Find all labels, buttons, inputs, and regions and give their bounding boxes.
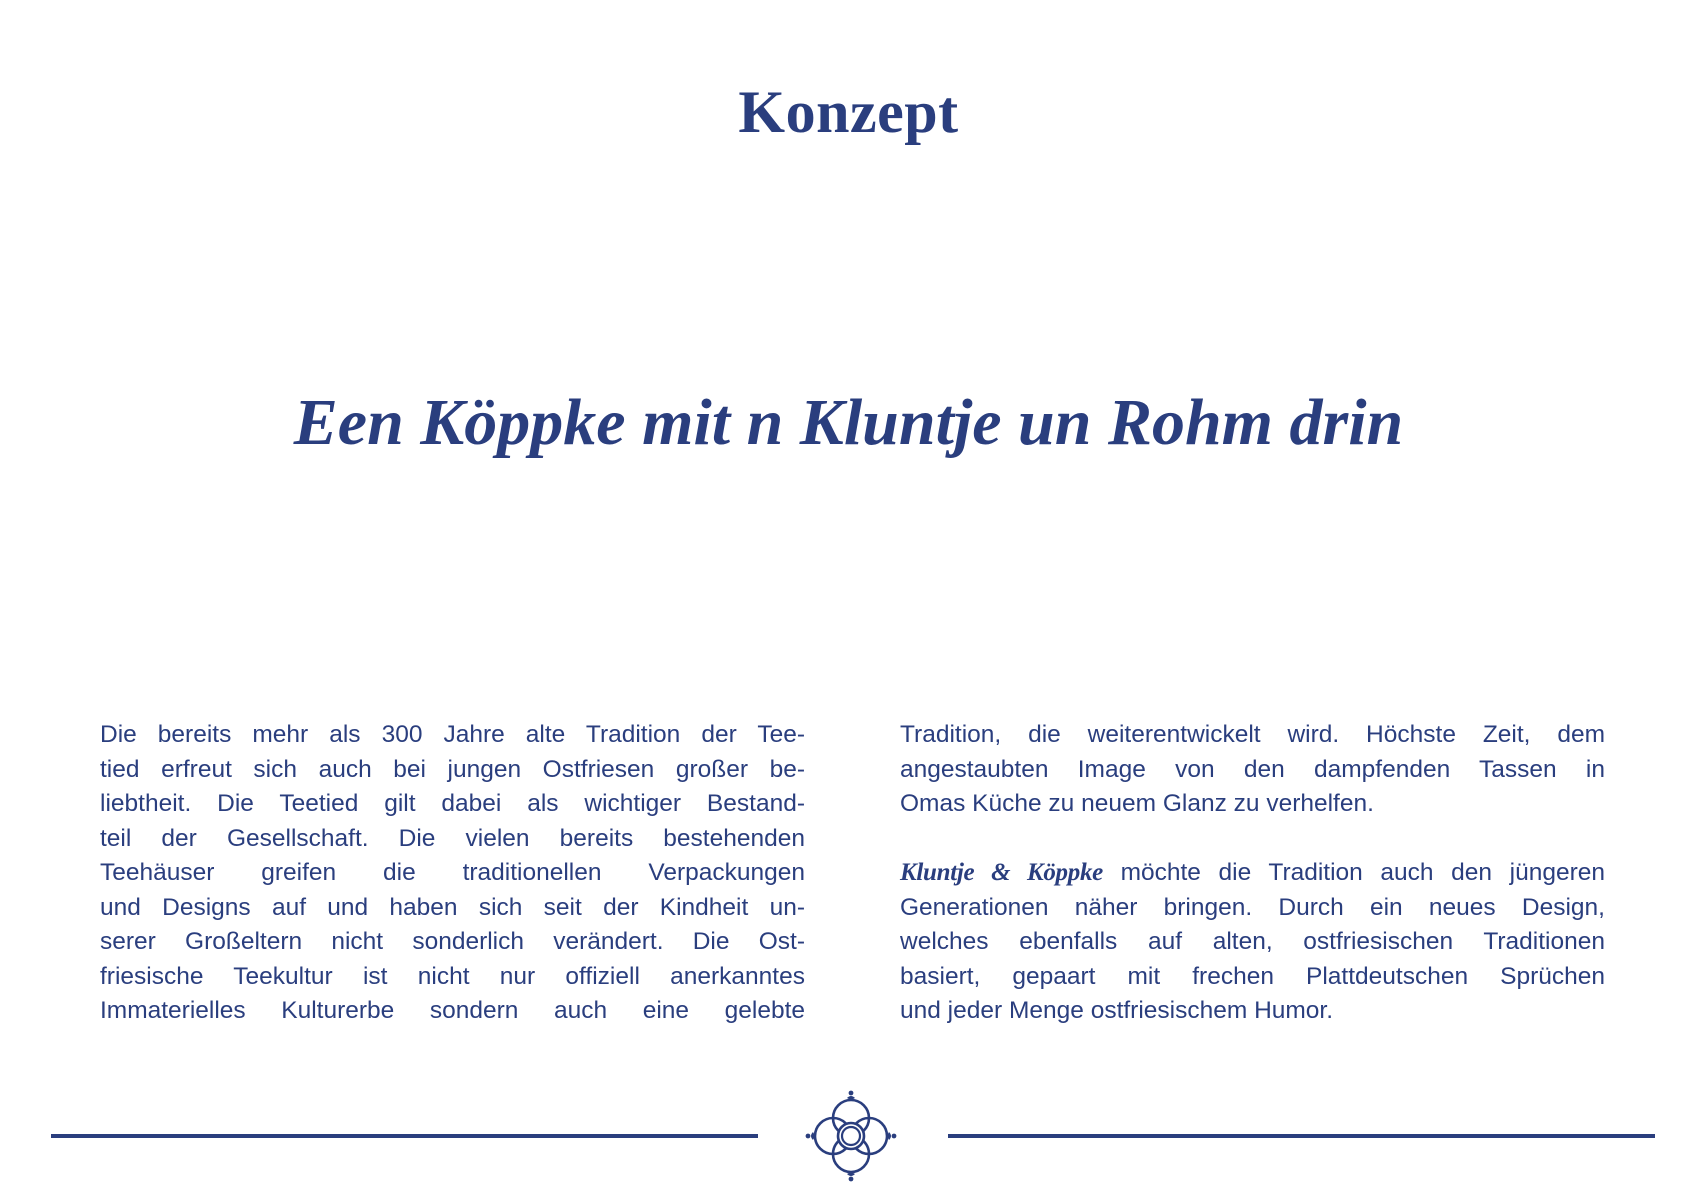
left-text-line: Die bereits mehr als 300 Jahre alte Tradition der Tee- <box>100 721 805 748</box>
left-text-line: Teehäuser greifen die traditionellen Verpackungen <box>100 859 805 886</box>
motto-heading: Een Köppke mit n Kluntje un Rohm drin <box>293 386 1404 459</box>
left-text-line: serer Großeltern nicht sonderlich verändert. Die Ost- <box>100 928 805 955</box>
footer-divider-left <box>51 1134 758 1138</box>
right-text-column <box>900 718 1605 1029</box>
left-text-line: und Designs auf und haben sich seit der Kindheit un- <box>100 893 805 921</box>
right-text-line: basiert, gepaart mit frechen Plattdeutschen Sprüchen <box>900 962 1605 990</box>
left-text-line: tied erfreut sich auch bei jungen Ostfriesen großer be- <box>100 755 805 783</box>
left-text-line: liebtheit. Die Teetied gilt dabei als wichtiger Bestand- <box>100 790 805 817</box>
right-text-line: Omas Küche zu neuem Glanz zu verhelfen. <box>900 790 1374 817</box>
left-text-line: teil der Gesellschaft. Die vielen bereits bestehenden <box>100 824 805 852</box>
footer-divider-right <box>948 1134 1655 1138</box>
right-text-line: Generationen näher bringen. Durch ein neues Design, <box>900 893 1605 921</box>
brand-name: Kluntje & Köppke <box>900 859 1103 886</box>
brand-line-rest: möchte die Tradition auch den jüngeren <box>1102 859 1605 886</box>
left-text-line: friesische Teekultur ist nicht nur offiziell anerkanntes <box>100 962 805 990</box>
right-text-line: angestaubten Image von den dampfenden Tassen in <box>900 755 1605 783</box>
right-text-line: und jeder Menge ostfriesischem Humor. <box>900 997 1334 1024</box>
left-text-line: Immaterielles Kulturerbe sondern auch eine gelebte <box>100 997 805 1024</box>
page-title: Konzept <box>738 79 959 145</box>
right-text-line: welches ebenfalls auf alten, ostfriesischen Traditionen <box>900 928 1605 955</box>
paragraph-gap <box>900 822 1605 857</box>
right-text-line: Tradition, die weiterentwickelt wird. Höchste Zeit, dem <box>900 721 1605 748</box>
left-text-column <box>100 718 805 1029</box>
four-petal-flower-ornament-icon <box>803 1088 899 1184</box>
right-text-line-brand <box>900 856 1605 891</box>
